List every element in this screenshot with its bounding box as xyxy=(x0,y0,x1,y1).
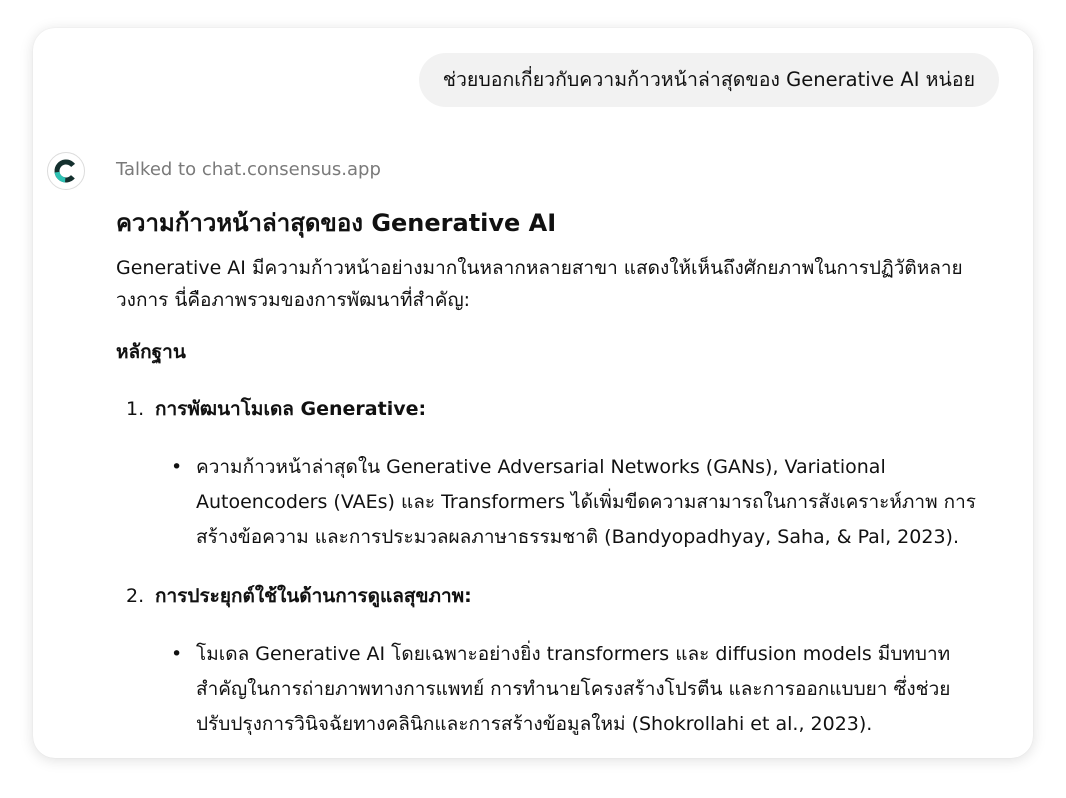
user-message-bubble: ช่วยบอกเกี่ยวกับความก้าวหน้าล่าสุดของ Generative AI หน่อย xyxy=(419,53,999,107)
bullet-item xyxy=(116,637,996,742)
bullet-icon: • xyxy=(171,456,183,478)
assistant-response xyxy=(116,198,996,742)
bullet-icon: • xyxy=(171,643,183,665)
numbered-item xyxy=(116,393,996,425)
item-number: 1. xyxy=(126,398,145,420)
bullet-text: ความก้าวหน้าล่าสุดใน Generative Adversarial Networks (GANs), Variational Autoencoders (VAEs) และ Transformers ได้เพิ่มขีดความสามารถในการสังเคราะห์ภาพ การสร้างข้อความ และการประมวลผลภาษาธรรมชาติ (Bandyopadhyay, Saha, & Pal, 2023). xyxy=(196,456,977,548)
section-heading: หลักฐาน xyxy=(116,341,186,363)
bullet-text: โมเดล Generative AI โดยเฉพาะอย่างยิ่ง transformers และ diffusion models มีบทบาทสำคัญในการถ่ายภาพทางการแพทย์ การทำนายโครงสร้างโปรตีน และการออกแบบยา ซึ่งช่วยปรับปรุงการวินิจฉัยทางคลินิกและการสร้างข้อมูลใหม่ (Shokrollahi et al., 2023). xyxy=(196,643,951,735)
item-number: 2. xyxy=(126,585,145,607)
bullet-item xyxy=(116,450,996,555)
item-label: การประยุกต์ใช้ในด้านการดูแลสุขภาพ: xyxy=(155,585,472,607)
tool-status-text: Talked to chat.consensus.app xyxy=(116,159,381,180)
numbered-item xyxy=(116,580,996,612)
response-intro: Generative AI มีความก้าวหน้าอย่างมากในหลากหลายสาขา แสดงให้เห็นถึงศักยภาพในการปฏิวัติหลายวงการ นี่คือภาพรวมของการพัฒนาที่สำคัญ: xyxy=(116,257,963,311)
consensus-logo-icon xyxy=(47,152,85,190)
item-label: การพัฒนาโมเดล Generative: xyxy=(155,398,427,420)
response-title: ความก้าวหน้าล่าสุดของ Generative AI xyxy=(116,209,557,237)
chat-window xyxy=(33,28,1033,758)
